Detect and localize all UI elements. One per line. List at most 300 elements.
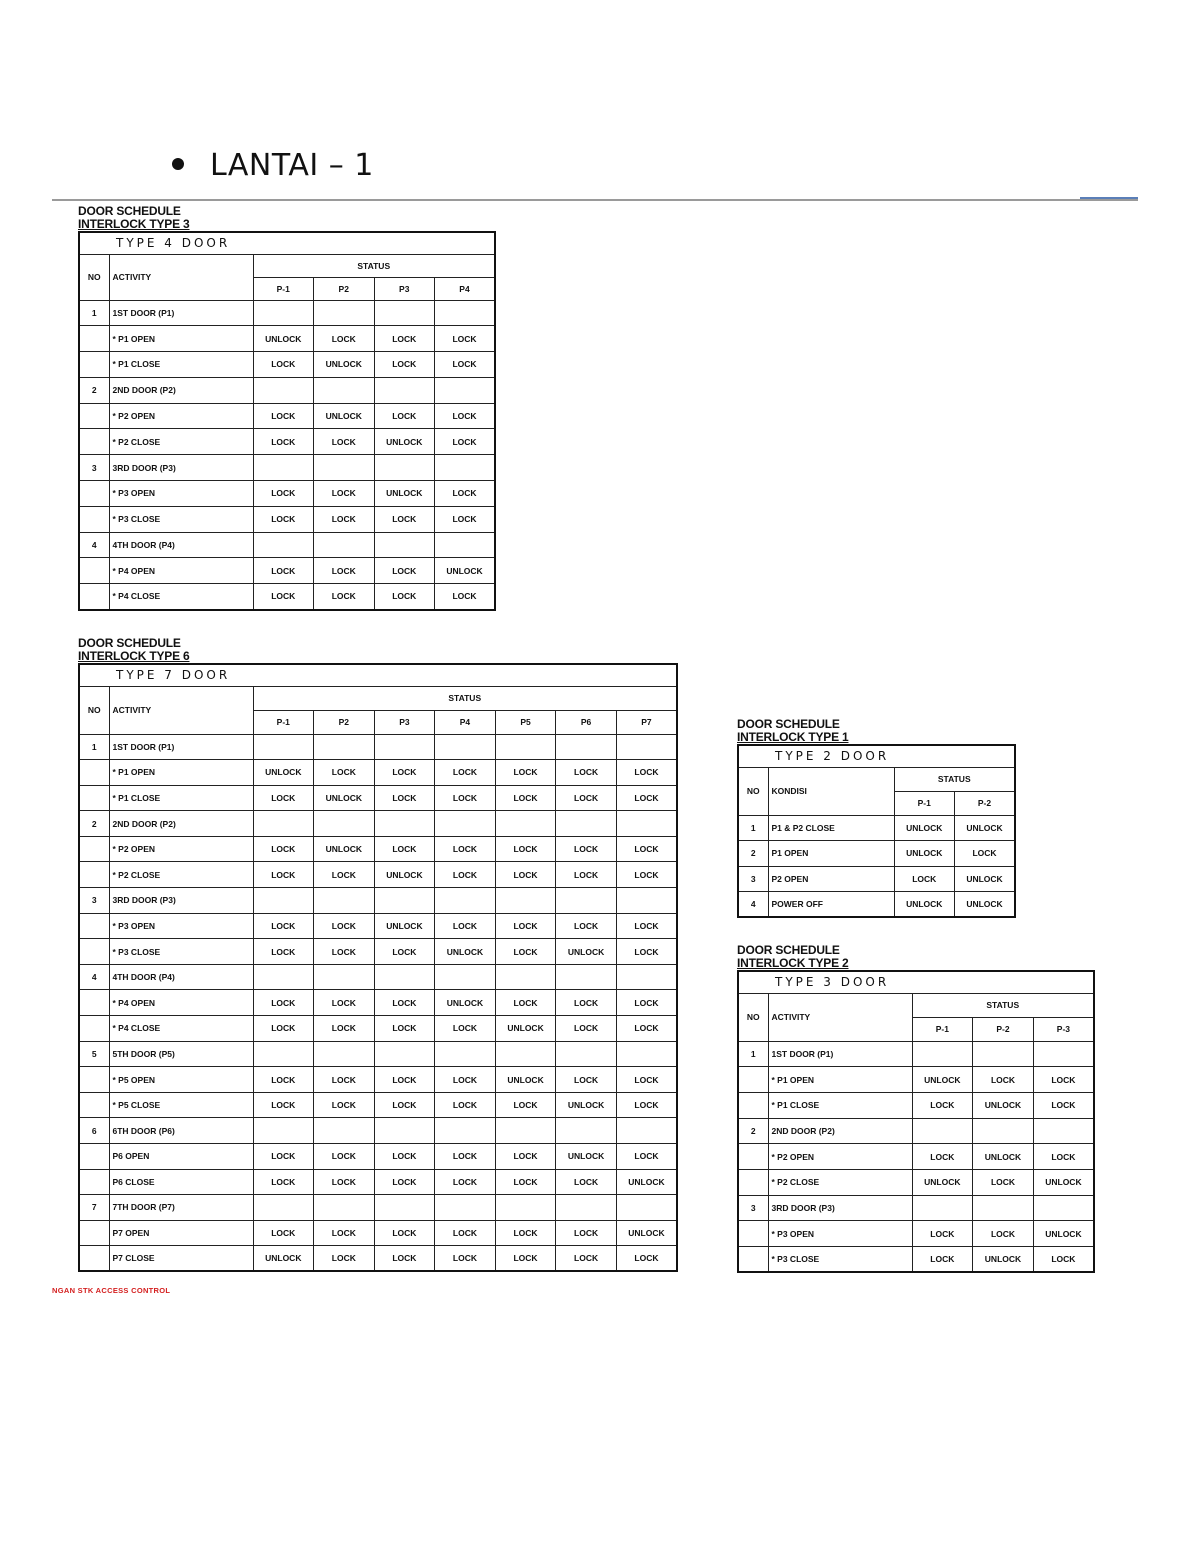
header-col-1: P-1: [253, 710, 314, 734]
status-cell: LOCK: [253, 403, 314, 429]
status-cell: LOCK: [495, 862, 556, 888]
status-cell: LOCK: [314, 1016, 375, 1042]
caption-line-1: DOOR SCHEDULE: [78, 204, 181, 218]
table-caption: [78, 205, 496, 231]
row-activity: * P5 CLOSE: [109, 1092, 253, 1118]
status-cell: [435, 888, 496, 914]
status-cell: UNLOCK: [556, 1144, 617, 1170]
status-cell: LOCK: [894, 866, 955, 892]
status-cell: LOCK: [314, 1220, 375, 1246]
status-cell: LOCK: [912, 1221, 973, 1247]
header-col-2: P-2: [955, 791, 1016, 815]
table-row: [738, 1144, 1094, 1170]
status-cell: UNLOCK: [955, 866, 1016, 892]
status-cell: UNLOCK: [616, 1220, 677, 1246]
row-activity: P1 OPEN: [768, 841, 894, 867]
row-no: 1: [79, 734, 109, 760]
status-cell: UNLOCK: [955, 815, 1016, 841]
status-cell: LOCK: [314, 913, 375, 939]
status-cell: [314, 811, 375, 837]
status-cell: [253, 811, 314, 837]
status-cell: LOCK: [253, 1067, 314, 1093]
row-no: 1: [79, 300, 109, 326]
status-cell: [556, 964, 617, 990]
row-activity: * P2 CLOSE: [109, 862, 253, 888]
caption-line-1: DOOR SCHEDULE: [78, 636, 181, 650]
table-row: [79, 785, 677, 811]
status-cell: [435, 1195, 496, 1221]
status-cell: LOCK: [495, 1220, 556, 1246]
row-no: 1: [738, 1041, 768, 1067]
table-row: [79, 1016, 677, 1042]
header-col-3: P3: [374, 277, 435, 300]
status-cell: LOCK: [616, 836, 677, 862]
status-cell: UNLOCK: [314, 785, 375, 811]
status-cell: LOCK: [1033, 1092, 1094, 1118]
row-no: 3: [79, 455, 109, 481]
row-activity: * P1 CLOSE: [109, 785, 253, 811]
row-no: 2: [738, 841, 768, 867]
status-cell: LOCK: [374, 1169, 435, 1195]
status-cell: LOCK: [253, 506, 314, 532]
status-cell: [495, 1195, 556, 1221]
table-row: [79, 584, 495, 610]
status-cell: UNLOCK: [253, 1246, 314, 1272]
row-activity: * P5 OPEN: [109, 1067, 253, 1093]
row-no: [738, 1067, 768, 1093]
status-cell: LOCK: [253, 429, 314, 455]
row-no: 2: [79, 377, 109, 403]
row-no: 3: [738, 866, 768, 892]
row-activity: * P2 CLOSE: [768, 1169, 912, 1195]
status-cell: UNLOCK: [435, 558, 496, 584]
status-cell: [253, 377, 314, 403]
status-cell: [435, 1041, 496, 1067]
status-cell: UNLOCK: [374, 429, 435, 455]
status-cell: [253, 1041, 314, 1067]
status-cell: LOCK: [435, 785, 496, 811]
table-row: [738, 1067, 1094, 1093]
status-cell: LOCK: [253, 1169, 314, 1195]
table-title: TYPE 4 DOOR: [79, 232, 495, 254]
schedule-table: [78, 231, 496, 611]
status-cell: LOCK: [435, 326, 496, 352]
status-cell: UNLOCK: [314, 352, 375, 378]
row-activity: 3RD DOOR (P3): [109, 455, 253, 481]
status-cell: [253, 532, 314, 558]
caption-line-2: INTERLOCK TYPE 1: [737, 730, 849, 744]
status-cell: LOCK: [556, 785, 617, 811]
table-row: [79, 558, 495, 584]
status-cell: LOCK: [435, 584, 496, 610]
row-no: [79, 760, 109, 786]
table-row: [79, 734, 677, 760]
table-row: [79, 326, 495, 352]
status-cell: [973, 1118, 1034, 1144]
status-cell: LOCK: [495, 913, 556, 939]
table-caption: [737, 944, 1095, 970]
table-row: [79, 811, 677, 837]
status-cell: LOCK: [314, 1092, 375, 1118]
table-row: [79, 1067, 677, 1093]
status-cell: [616, 1118, 677, 1144]
status-cell: [1033, 1118, 1094, 1144]
bullet-icon: [172, 158, 184, 170]
status-cell: LOCK: [435, 429, 496, 455]
row-activity: P7 OPEN: [109, 1220, 253, 1246]
header-col-4: P4: [435, 710, 496, 734]
status-cell: LOCK: [253, 584, 314, 610]
status-cell: UNLOCK: [1033, 1169, 1094, 1195]
row-activity: P7 CLOSE: [109, 1246, 253, 1272]
status-cell: LOCK: [495, 1092, 556, 1118]
table-row: [738, 1247, 1094, 1273]
table-row: [79, 1246, 677, 1272]
status-cell: LOCK: [374, 506, 435, 532]
header-activity: ACTIVITY: [109, 686, 253, 734]
row-activity: P2 OPEN: [768, 866, 894, 892]
status-cell: LOCK: [435, 862, 496, 888]
status-cell: LOCK: [495, 785, 556, 811]
status-cell: [374, 1041, 435, 1067]
status-cell: LOCK: [973, 1067, 1034, 1093]
status-cell: LOCK: [253, 558, 314, 584]
status-cell: LOCK: [616, 862, 677, 888]
status-cell: [314, 1041, 375, 1067]
status-cell: LOCK: [314, 584, 375, 610]
status-cell: LOCK: [374, 1016, 435, 1042]
status-cell: LOCK: [314, 939, 375, 965]
status-cell: LOCK: [1033, 1247, 1094, 1273]
status-cell: LOCK: [314, 1169, 375, 1195]
status-cell: LOCK: [374, 760, 435, 786]
status-cell: LOCK: [314, 506, 375, 532]
table-row: [79, 964, 677, 990]
status-cell: LOCK: [314, 990, 375, 1016]
status-cell: LOCK: [435, 403, 496, 429]
row-no: [79, 1067, 109, 1093]
status-cell: LOCK: [314, 326, 375, 352]
row-activity: 1ST DOOR (P1): [109, 300, 253, 326]
row-activity: * P2 OPEN: [768, 1144, 912, 1170]
status-cell: LOCK: [374, 1220, 435, 1246]
status-cell: [374, 811, 435, 837]
status-cell: [253, 300, 314, 326]
row-activity: * P1 CLOSE: [768, 1092, 912, 1118]
header-col-1: P-1: [912, 1017, 973, 1041]
status-cell: LOCK: [314, 1067, 375, 1093]
header-activity: KONDISI: [768, 767, 894, 815]
status-cell: UNLOCK: [314, 836, 375, 862]
row-activity: * P4 OPEN: [109, 990, 253, 1016]
status-cell: LOCK: [556, 1220, 617, 1246]
status-cell: [374, 377, 435, 403]
row-activity: 4TH DOOR (P4): [109, 532, 253, 558]
caption-line-1: DOOR SCHEDULE: [737, 717, 840, 731]
status-cell: [435, 300, 496, 326]
table-row: [79, 352, 495, 378]
status-cell: [253, 455, 314, 481]
table-row: [79, 1169, 677, 1195]
status-cell: [556, 888, 617, 914]
status-cell: [435, 1118, 496, 1144]
table-row: [79, 403, 495, 429]
status-cell: UNLOCK: [253, 326, 314, 352]
status-cell: LOCK: [556, 1067, 617, 1093]
status-cell: [374, 1118, 435, 1144]
header-col-6: P6: [556, 710, 617, 734]
status-cell: LOCK: [253, 1220, 314, 1246]
row-no: [79, 584, 109, 610]
table-row: [738, 1221, 1094, 1247]
page-heading: [172, 146, 374, 186]
row-no: [79, 1220, 109, 1246]
status-cell: LOCK: [495, 990, 556, 1016]
row-no: 1: [738, 815, 768, 841]
table-row: [738, 1169, 1094, 1195]
row-no: [79, 1092, 109, 1118]
table-title: TYPE 2 DOOR: [738, 745, 1015, 767]
row-no: [79, 1144, 109, 1170]
status-cell: [495, 1118, 556, 1144]
row-activity: * P4 CLOSE: [109, 1016, 253, 1042]
status-cell: UNLOCK: [894, 892, 955, 918]
header-col-2: P2: [314, 277, 375, 300]
status-cell: [314, 300, 375, 326]
table-row: [79, 1144, 677, 1170]
table-row: [738, 1092, 1094, 1118]
caption-line-1: DOOR SCHEDULE: [737, 943, 840, 957]
table-row: [79, 1041, 677, 1067]
table-row: [738, 1195, 1094, 1221]
table-row: [79, 455, 495, 481]
status-cell: [253, 888, 314, 914]
table-row: [738, 1041, 1094, 1067]
table-row: [79, 760, 677, 786]
status-cell: LOCK: [253, 352, 314, 378]
status-cell: [973, 1041, 1034, 1067]
status-cell: LOCK: [374, 1144, 435, 1170]
row-no: [79, 862, 109, 888]
header-col-1: P-1: [253, 277, 314, 300]
status-cell: [374, 734, 435, 760]
rule-accent: [1080, 197, 1138, 199]
status-cell: [374, 964, 435, 990]
schedule-table: [737, 970, 1095, 1273]
status-cell: UNLOCK: [374, 913, 435, 939]
header-status: STATUS: [894, 767, 1015, 791]
status-cell: LOCK: [314, 558, 375, 584]
status-cell: UNLOCK: [556, 1092, 617, 1118]
status-cell: LOCK: [314, 760, 375, 786]
header-no: NO: [738, 767, 768, 815]
header-col-4: P4: [435, 277, 496, 300]
row-activity: 2ND DOOR (P2): [768, 1118, 912, 1144]
row-activity: * P3 OPEN: [109, 481, 253, 507]
status-cell: LOCK: [616, 760, 677, 786]
header-col-2: P-2: [973, 1017, 1034, 1041]
header-activity: ACTIVITY: [768, 993, 912, 1041]
status-cell: [616, 734, 677, 760]
row-no: [738, 1221, 768, 1247]
status-cell: [253, 964, 314, 990]
row-activity: P1 & P2 CLOSE: [768, 815, 894, 841]
status-cell: LOCK: [556, 990, 617, 1016]
row-no: [79, 990, 109, 1016]
status-cell: [374, 532, 435, 558]
status-cell: LOCK: [374, 1067, 435, 1093]
table-row: [79, 862, 677, 888]
table-row: [79, 888, 677, 914]
table-row: [738, 841, 1015, 867]
status-cell: LOCK: [616, 990, 677, 1016]
row-activity: 1ST DOOR (P1): [109, 734, 253, 760]
table-title: TYPE 3 DOOR: [738, 971, 1094, 993]
header-status: STATUS: [253, 254, 495, 277]
row-activity: * P4 CLOSE: [109, 584, 253, 610]
table-row: [79, 506, 495, 532]
status-cell: LOCK: [495, 1169, 556, 1195]
status-cell: LOCK: [973, 1221, 1034, 1247]
row-activity: 2ND DOOR (P2): [109, 811, 253, 837]
row-activity: * P2 CLOSE: [109, 429, 253, 455]
row-no: [79, 1016, 109, 1042]
row-activity: POWER OFF: [768, 892, 894, 918]
status-cell: [253, 1195, 314, 1221]
status-cell: LOCK: [374, 836, 435, 862]
row-activity: * P4 OPEN: [109, 558, 253, 584]
header-col-7: P7: [616, 710, 677, 734]
header-col-3: P3: [374, 710, 435, 734]
status-cell: LOCK: [374, 558, 435, 584]
status-cell: LOCK: [556, 760, 617, 786]
status-cell: LOCK: [374, 403, 435, 429]
row-no: [79, 1246, 109, 1272]
status-cell: [1033, 1195, 1094, 1221]
row-activity: P6 OPEN: [109, 1144, 253, 1170]
status-cell: LOCK: [556, 862, 617, 888]
header-activity: ACTIVITY: [109, 254, 253, 300]
schedule-table: [737, 744, 1016, 918]
table-row: [79, 1195, 677, 1221]
row-activity: 7TH DOOR (P7): [109, 1195, 253, 1221]
status-cell: [374, 888, 435, 914]
status-cell: UNLOCK: [374, 862, 435, 888]
status-cell: [616, 1195, 677, 1221]
table-row: [79, 939, 677, 965]
row-no: 5: [79, 1041, 109, 1067]
table-title: TYPE 7 DOOR: [79, 664, 677, 686]
status-cell: LOCK: [435, 1092, 496, 1118]
status-cell: UNLOCK: [912, 1169, 973, 1195]
heading-text: LANTAI – 1: [210, 148, 374, 183]
status-cell: LOCK: [253, 481, 314, 507]
status-cell: UNLOCK: [973, 1144, 1034, 1170]
status-cell: [374, 455, 435, 481]
status-cell: LOCK: [556, 913, 617, 939]
row-no: [79, 326, 109, 352]
status-cell: LOCK: [374, 939, 435, 965]
status-cell: [616, 1041, 677, 1067]
status-cell: LOCK: [495, 760, 556, 786]
status-cell: [314, 377, 375, 403]
status-cell: UNLOCK: [1033, 1221, 1094, 1247]
status-cell: LOCK: [435, 1169, 496, 1195]
status-cell: [912, 1118, 973, 1144]
caption-line-2: INTERLOCK TYPE 2: [737, 956, 849, 970]
status-cell: [556, 1118, 617, 1144]
row-no: [738, 1092, 768, 1118]
row-no: [79, 352, 109, 378]
row-no: [79, 939, 109, 965]
status-cell: LOCK: [435, 1067, 496, 1093]
table-row: [738, 815, 1015, 841]
status-cell: [435, 532, 496, 558]
table-row: [79, 481, 495, 507]
row-no: 3: [79, 888, 109, 914]
status-cell: [374, 1195, 435, 1221]
status-cell: UNLOCK: [616, 1169, 677, 1195]
status-cell: [556, 734, 617, 760]
row-activity: * P3 OPEN: [109, 913, 253, 939]
status-cell: UNLOCK: [435, 990, 496, 1016]
status-cell: [495, 734, 556, 760]
header-col-2: P2: [314, 710, 375, 734]
status-cell: LOCK: [253, 1092, 314, 1118]
status-cell: [435, 377, 496, 403]
status-cell: [314, 1118, 375, 1144]
status-cell: LOCK: [955, 841, 1016, 867]
table-row: [738, 866, 1015, 892]
row-activity: * P3 CLOSE: [109, 506, 253, 532]
table-row: [79, 1220, 677, 1246]
status-cell: [556, 1195, 617, 1221]
status-cell: [616, 888, 677, 914]
row-no: 6: [79, 1118, 109, 1144]
status-cell: LOCK: [374, 990, 435, 1016]
schedule-type-3-door: [737, 944, 1095, 1273]
status-cell: UNLOCK: [253, 760, 314, 786]
row-no: [79, 429, 109, 455]
status-cell: LOCK: [912, 1092, 973, 1118]
row-activity: 5TH DOOR (P5): [109, 1041, 253, 1067]
status-cell: LOCK: [314, 1246, 375, 1272]
table-row: [79, 532, 495, 558]
row-no: [79, 1169, 109, 1195]
status-cell: LOCK: [435, 506, 496, 532]
status-cell: LOCK: [616, 1144, 677, 1170]
status-cell: [495, 811, 556, 837]
row-activity: * P1 OPEN: [768, 1067, 912, 1093]
status-cell: LOCK: [495, 939, 556, 965]
schedule-type-4-door: [78, 205, 496, 611]
status-cell: LOCK: [253, 1144, 314, 1170]
header-col-3: P-3: [1033, 1017, 1094, 1041]
row-no: [79, 836, 109, 862]
status-cell: LOCK: [616, 939, 677, 965]
status-cell: [314, 734, 375, 760]
status-cell: LOCK: [435, 1246, 496, 1272]
status-cell: LOCK: [253, 862, 314, 888]
status-cell: [435, 964, 496, 990]
status-cell: LOCK: [616, 913, 677, 939]
row-no: [79, 785, 109, 811]
status-cell: LOCK: [374, 1092, 435, 1118]
status-cell: LOCK: [912, 1144, 973, 1170]
caption-line-2: INTERLOCK TYPE 6: [78, 649, 190, 663]
header-col-1: P-1: [894, 791, 955, 815]
row-activity: 3RD DOOR (P3): [768, 1195, 912, 1221]
